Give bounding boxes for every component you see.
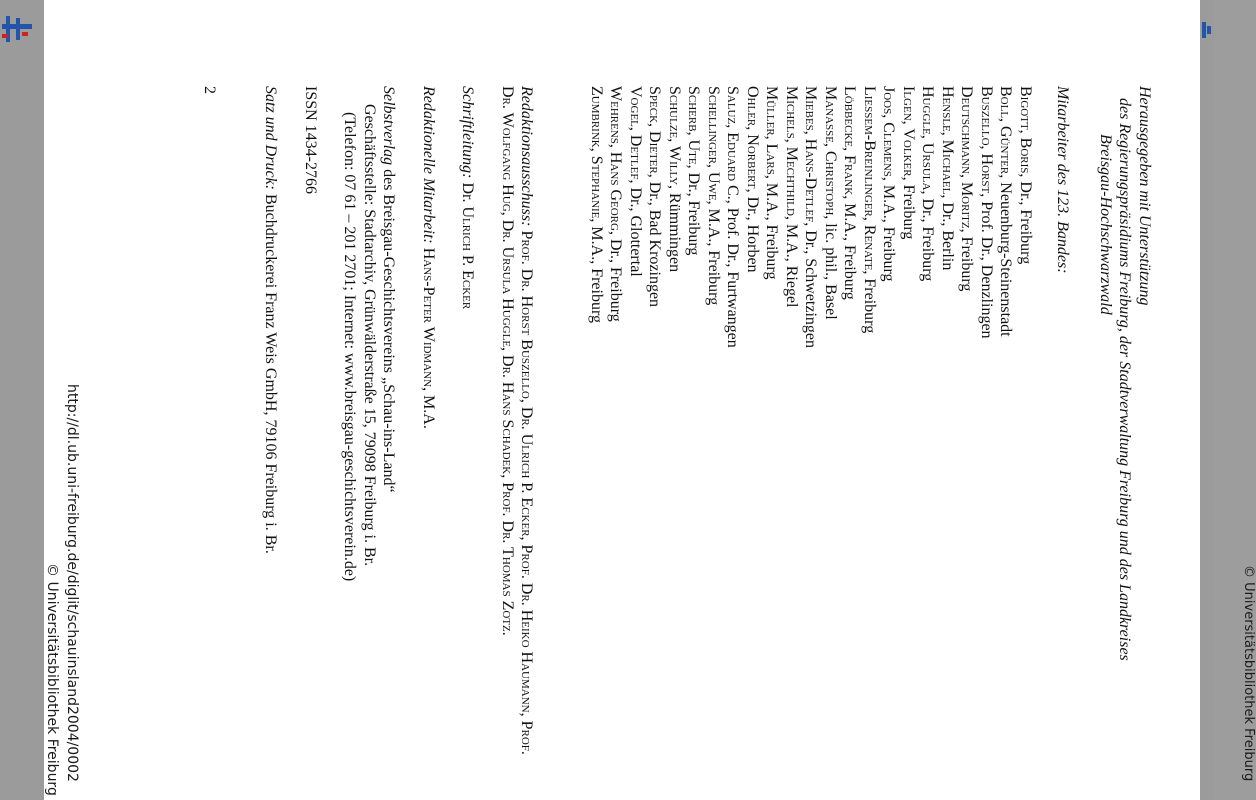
list-item: [977, 86, 997, 766]
contributor-name: Buszello, Horst: [978, 86, 995, 194]
contributor-name: Ohler, Norbert: [744, 86, 761, 189]
contributor-name: Manasse, Christoph: [822, 86, 839, 216]
printing-text: Buchdruckerei Franz Weis GmbH, 79106 Freiburg i. Br.: [262, 189, 280, 554]
spacer: [399, 86, 419, 766]
contributor-name: Speck, Dieter: [646, 86, 664, 174]
watermark-copyright-right: © Universitätsbibliothek Freiburg: [1241, 565, 1256, 782]
contributor-detail: , M.A., Freiburg: [880, 176, 898, 282]
printing-line: [261, 86, 281, 766]
contributor-detail: , Dr., Freiburg: [1017, 173, 1034, 265]
contributor-name: Saluz, Eduard C.: [724, 86, 742, 200]
list-item: [762, 86, 782, 766]
list-item: [684, 86, 704, 766]
list-item: [996, 86, 1016, 766]
contributor-name: Wehrens, Hans Georg: [607, 86, 625, 231]
contributor-detail: , Dr., Freiburg: [685, 164, 703, 256]
list-item: [723, 86, 743, 766]
spacer: [237, 86, 261, 766]
committee-label: Redaktionsausschuss:: [518, 86, 536, 227]
contributor-detail: , lic. phil., Basel: [822, 215, 839, 320]
contributor-name: Boll, Günter: [997, 86, 1015, 175]
list-item: [957, 86, 977, 766]
right-gutter: [1200, 0, 1214, 800]
list-item: [782, 86, 802, 766]
assistant-suffix: , M.A.: [420, 387, 437, 429]
editor-prefix: Dr.: [459, 178, 477, 207]
editor-label: Schriftleitung:: [459, 86, 477, 179]
editorial-assistant-line: [419, 86, 439, 766]
contributor-name: Vogel, Detlef: [627, 86, 644, 180]
list-item: [899, 86, 919, 766]
contributor-detail: , Prof. Dr., Furtwangen: [724, 199, 742, 348]
list-item: [1016, 86, 1036, 766]
header-line-1: Herausgegeben mit Unterstützung: [1136, 86, 1153, 306]
contributor-name: Hensle, Michael: [939, 86, 956, 195]
watermark-url[interactable]: http://dl.ub.uni-freiburg.de/diglit/schauinsland2004/0002: [64, 384, 80, 782]
publisher-office: Geschäftsstelle: Stadtarchiv, Grünwälderstraße 15, 79098 Freiburg i. Br.: [361, 104, 378, 567]
imprint-text: [200, 86, 1155, 766]
contributor-detail: , M.A., Freiburg: [763, 174, 781, 280]
header-line-3: Breisgau-Hochschwarzwald: [1097, 134, 1114, 315]
publisher-line: [379, 86, 399, 766]
contributor-detail: , M.A., Freiburg: [588, 218, 605, 323]
rotated-page-content: [44, 0, 1200, 800]
header-line-2: des Regierungspräsidiums Freiburg, der Stadtverwaltung Freiburg und des Landkreises: [1116, 98, 1134, 661]
contributor-detail: , M.A., Riegel: [783, 215, 800, 308]
publisher-contact: (Telefon: 07 61 – 201 2701; Internet: www.breisgau-geschichtsverein.de): [341, 112, 359, 582]
editor-line: [458, 86, 478, 766]
contributor-detail: , Dr., Schwetzingen: [802, 222, 820, 348]
contributor-name: Schellinger, Uwe: [705, 86, 722, 201]
contributor-detail: , Dr., Berlin: [939, 194, 956, 271]
document-page: [44, 0, 1200, 800]
contributor-name: Deutschmann, Moritz: [958, 86, 976, 229]
list-item: [587, 86, 607, 766]
contributor-detail: , Freiburg: [900, 176, 917, 240]
contributor-name: Scherb, Ute: [685, 86, 703, 165]
contributor-detail: , Prof. Dr., Denzlingen: [978, 193, 995, 339]
contributor-detail: , Dr., Bad Krozingen: [646, 173, 664, 308]
contributor-detail: , Freiburg: [861, 270, 878, 334]
publisher-text: des Breisgau-Geschichtsvereins „Schau-ins-Land“: [380, 165, 398, 493]
left-gutter: [0, 0, 44, 800]
contributor-name: Michels, Mechthild: [783, 86, 800, 216]
committee-members: Prof. Dr. Horst Buszello, Dr. Ulrich P. Ecker, Prof. Dr. Heiko Haumann, Prof. Dr. Wolfgang Hug, Dr. Ursula Huggle, Dr. Hans Schadek, Prof. Dr. Thomas Zotz.: [499, 86, 536, 755]
contributor-name: Schulze, Willy: [666, 86, 683, 186]
page-number: 2: [201, 86, 218, 94]
contributor-name: Bigott, Boris: [1017, 86, 1034, 174]
issn: ISSN 1434-2766: [302, 86, 319, 195]
list-item: [879, 86, 899, 766]
spacer: [478, 86, 498, 766]
spacer: [281, 86, 301, 766]
contributor-name: Ilgen, Volker: [900, 86, 917, 177]
contributor-list: [587, 86, 1036, 766]
contributor-name: Löbbecke, Frank: [841, 86, 859, 196]
contributor-detail: , Freiburg: [958, 228, 976, 292]
contributor-name: Liessem-Breinlinger, Renate: [861, 86, 878, 271]
list-item: [821, 86, 841, 766]
assistant-name: Hans-Peter Widmann: [420, 243, 437, 388]
watermark-copyright: © Universitätsbibliothek Freiburg: [44, 563, 60, 796]
contributor-name: Joos, Clemens: [880, 86, 898, 177]
contributor-name: Zumbrink, Stephanie: [588, 86, 605, 219]
list-item: [840, 86, 860, 766]
contributor-detail: , Dr., Horben: [744, 188, 761, 273]
list-item: [801, 86, 821, 766]
editorial-committee: [498, 86, 537, 766]
list-item: [665, 86, 685, 766]
contributor-detail: , Neuenburg-Steinenstadt: [997, 174, 1015, 337]
contributor-name: Miebes, Hans-Detlef: [802, 86, 820, 223]
library-logo-icon: [1200, 20, 1212, 40]
list-item: [938, 86, 958, 766]
list-item: [860, 86, 880, 766]
contributor-detail: , M.A., Freiburg: [705, 200, 722, 306]
contributor-name: Huggle, Ursula: [919, 86, 937, 191]
contributor-detail: , Dr., Freiburg: [919, 190, 937, 282]
publisher-label: Selbstverlag: [380, 86, 398, 166]
list-item: [704, 86, 724, 766]
list-item: [743, 86, 763, 766]
contributor-detail: , Dr., Glottertal: [627, 179, 644, 277]
list-item: [645, 86, 665, 766]
list-item: [606, 86, 626, 766]
list-item: [918, 86, 938, 766]
printing-label: Satz und Druck:: [262, 86, 280, 190]
library-logo-icon: [0, 10, 36, 46]
contributor-detail: , M.A., Freiburg: [841, 195, 859, 300]
spacer: [320, 86, 340, 766]
assistant-label: Redaktionelle Mitarbeit:: [420, 86, 437, 244]
list-item: [626, 86, 646, 766]
contributor-name: Müller, Lars: [763, 86, 781, 175]
spacer: [438, 86, 458, 766]
editor-name: Ulrich P. Ecker: [459, 206, 477, 310]
contributor-detail: , Dr., Freiburg: [607, 230, 625, 322]
contributors-title: Mitarbeiter des 123. Bandes:: [1054, 86, 1072, 274]
contributor-detail: , Rümmingen: [666, 185, 683, 273]
